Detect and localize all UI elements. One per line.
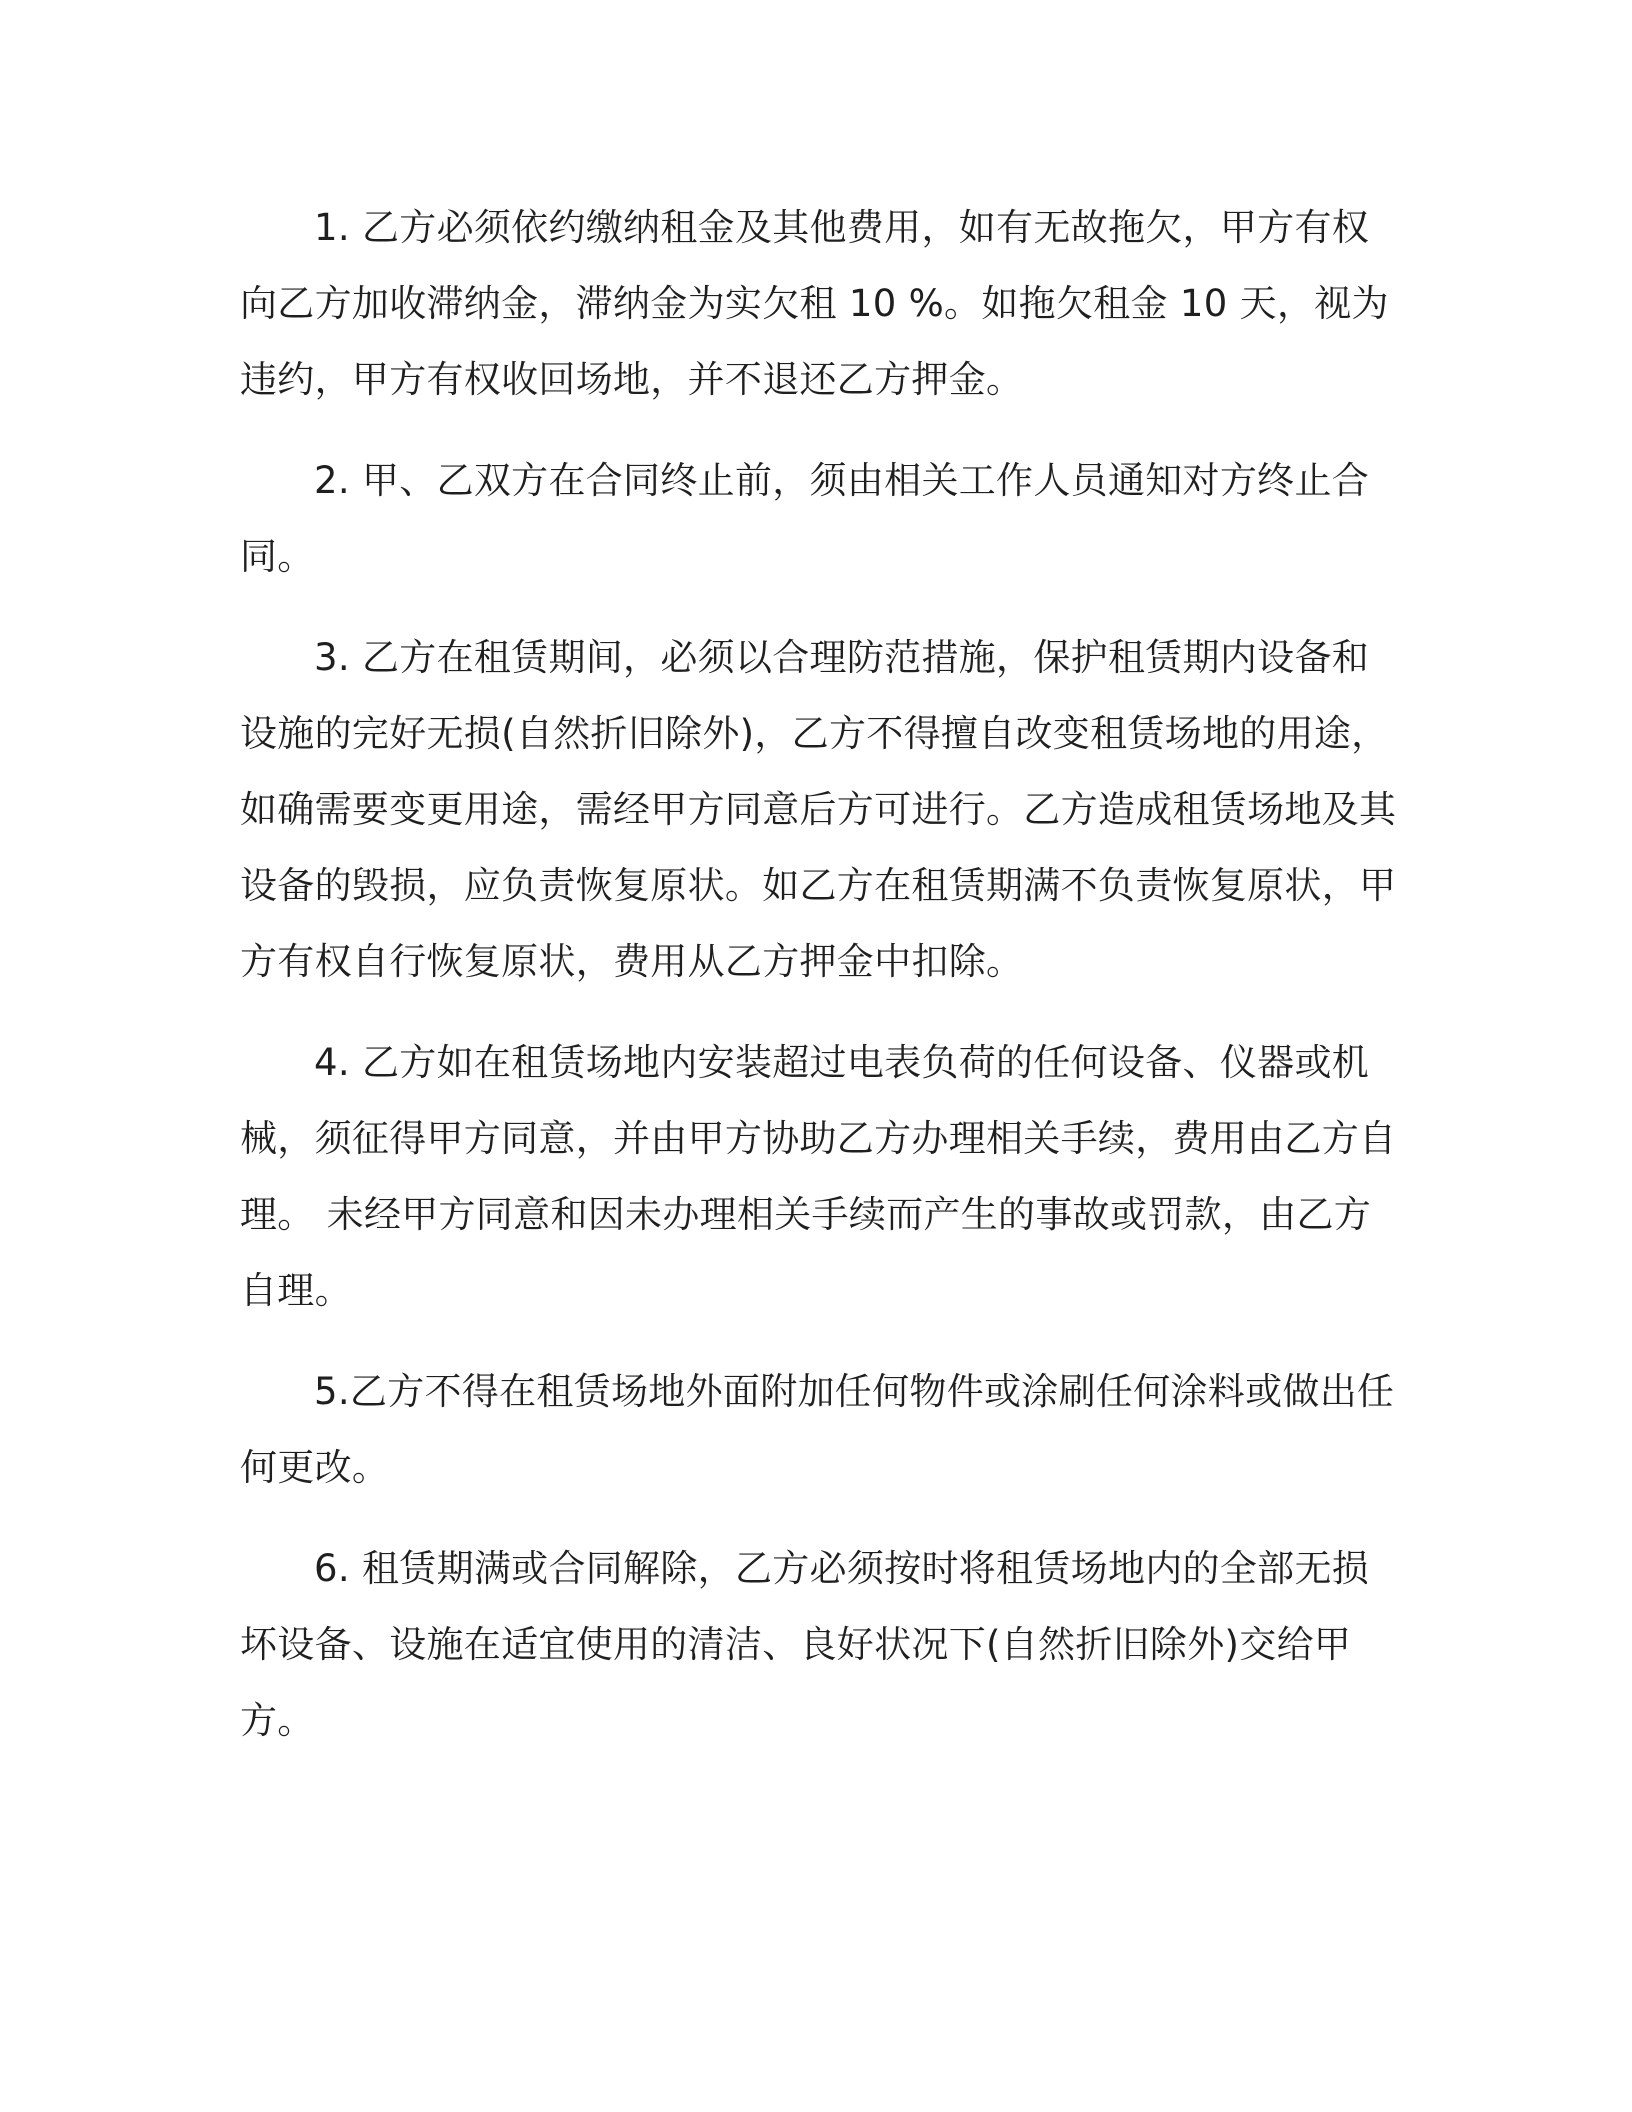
document-body: [240, 190, 1400, 1784]
clause-6: 6. 租赁期满或合同解除，乙方必须按时将租赁场地内的全部无损坏设备、设施在适宜使用的清洁、良好状况下(自然折旧除外)交给甲方。: [240, 1547, 1370, 1742]
clause-1: 1. 乙方必须依约缴纳租金及其他费用，如有无故拖欠，甲方有权向乙方加收滞纳金，滞纳金为实欠租 10 %。如拖欠租金 10 天，视为违约，甲方有权收回场地，并不退还乙方押金。: [240, 206, 1389, 401]
clause-4: 4. 乙方如在租赁场地内安装超过电表负荷的任何设备、仪器或机械，须征得甲方同意，并由甲方协助乙方办理相关手续，费用由乙方自理。 未经甲方同意和因未办理相关手续而产生的事故或罚款，由乙方自理。: [240, 1041, 1397, 1312]
clause-3: 3. 乙方在租赁期间，必须以合理防范措施，保护租赁期内设备和设施的完好无损(自然折旧除外)，乙方不得擅自改变租赁场地的用途，如确需要变更用途，需经甲方同意后方可进行。乙方造成租赁场地及其设备的毁损，应负责恢复原状。如乙方在租赁期满不负责恢复原状，甲方有权自行恢复原状，费用从乙方押金中扣除。: [240, 636, 1397, 983]
clause-5: 5.乙方不得在租赁场地外面附加任何物件或涂刷任何涂料或做出任何更改。: [240, 1370, 1395, 1489]
clause-2: 2. 甲、乙双方在合同终止前，须由相关工作人员通知对方终止合同。: [240, 459, 1370, 578]
